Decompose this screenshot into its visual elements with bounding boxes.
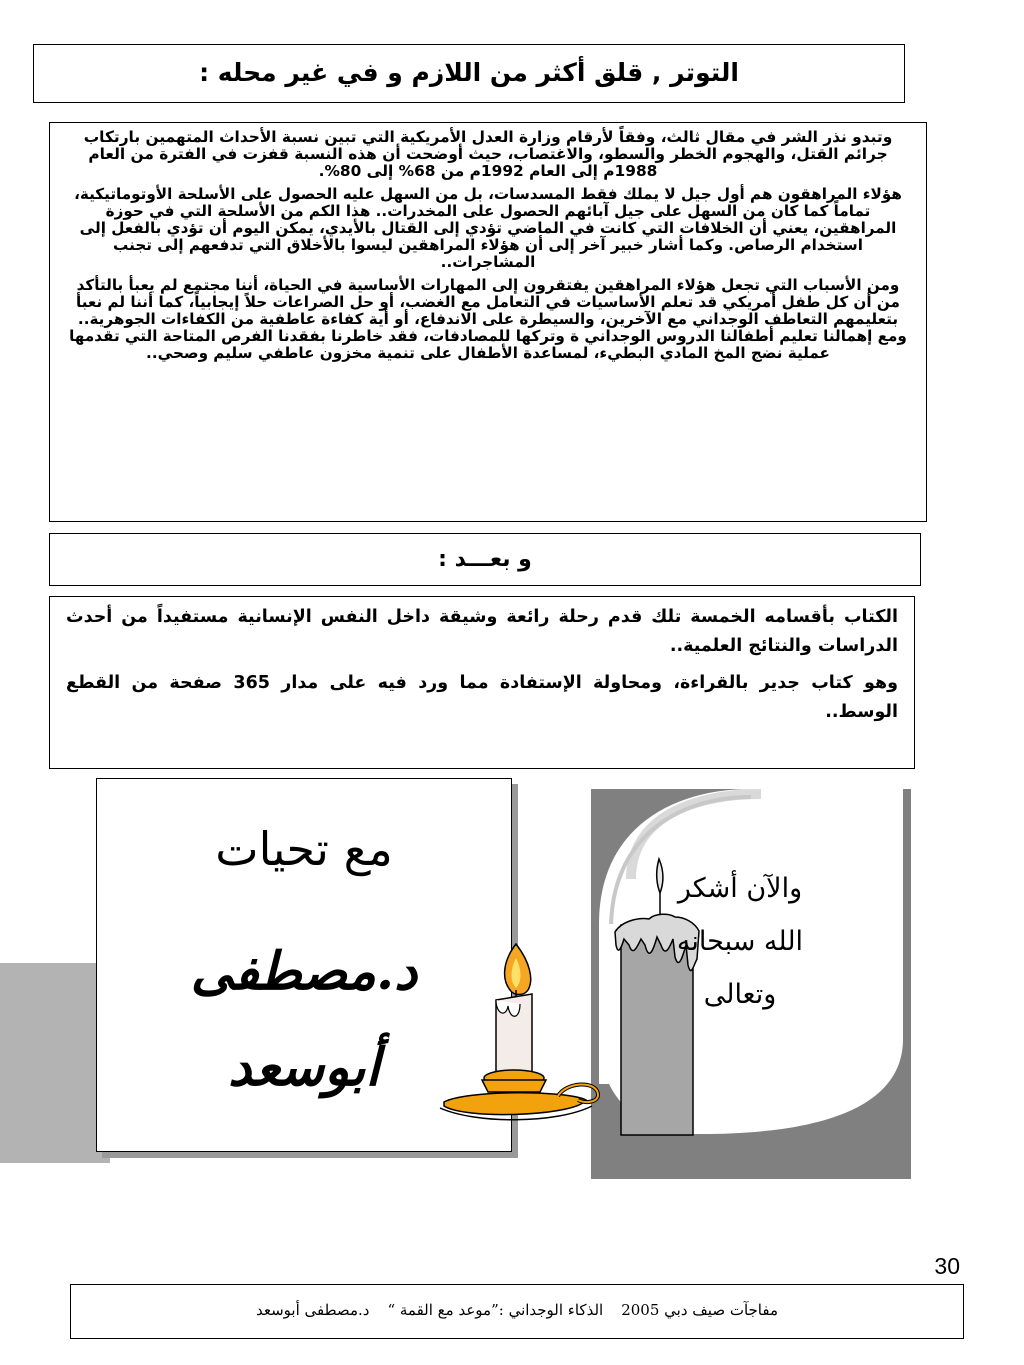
- page-number: 30: [934, 1253, 960, 1279]
- greeting-name-line-1: د.مصطفى: [190, 941, 418, 1002]
- footer-part-1: مفاجآت صيف دبي 2005: [621, 1301, 778, 1319]
- title-box: [33, 44, 905, 103]
- footer-part-3: د.مصطفى أبوسعد: [256, 1301, 370, 1319]
- article-paragraph-3: ومن الأسباب التي تجعل هؤلاء المراهقين يفتقرون إلى المهارات الأساسية في الحياة، أننا مجتمع لم يعبأ بالتأكد من أن كل طفل أمريكي قد تعلم الأساسيات في التعامل مع الغضب، أو حل الصراعات حلاً إيجابياً، كما أننا لم نعبأ بتعليمهم التعاطف الوجداني مع الآخرين، والسيطرة على الاندفاع، أو أية كفاءة عاطفية من الكفاءات الجوهرية.. ومع إهمالنا تعليم أطفالنا الدروس الوجداني ة وتركها للمصادفات، فقد خاطرنا بفقدنا الفرص المتاحة التي تقدمها عملية نضج المخ المادي البطيء، لمساعدة الأطفال على تنمية مخزون عاطفي سليم وصحي..: [69, 276, 907, 362]
- greeting-name-line-2: أبوسعد: [228, 1037, 380, 1098]
- footer-text: [71, 1298, 963, 1322]
- page-title: التوتر , قلق أكثر من اللازم و في غير محله :: [199, 58, 739, 87]
- section-heading: و بعـــد :: [438, 547, 532, 572]
- footer-box: [70, 1284, 964, 1339]
- greeting-line-1: مع تحيات: [215, 822, 393, 876]
- section-heading-box: [49, 533, 921, 586]
- thanks-line-1: والآن أشكر: [677, 873, 803, 904]
- thanks-text: [640, 862, 840, 1021]
- summary-paragraph-2: وهو كتاب جدير بالقراءة، ومحاولة الإستفادة مما ورد فيه على مدار 365 صفحة من القطع الوسط..: [66, 673, 898, 722]
- thanks-line-2: الله سبحانه: [676, 926, 804, 957]
- summary-box: [49, 596, 915, 769]
- candle-holder-icon: [436, 940, 606, 1130]
- article-box: [49, 122, 927, 522]
- footer-part-2: الذكاء الوجداني :”موعد مع القمة “: [387, 1301, 604, 1319]
- article-paragraph-1: وتبدو نذر الشر في مقال ثالث، وفقاً لأرقام وزارة العدل الأمريكية التي تبين نسبة الأحداث المتهمين بارتكاب جرائم القتل، والهجوم الخطر والسطو، والاغتصاب، حيث أوضحت أن هذه النسبة قفزت في الفترة من العام 1988م إلى العام 1992م من 68% إلى 80%.: [83, 128, 893, 180]
- decorative-gray-triangle: [0, 963, 110, 1163]
- thanks-line-3: وتعالى: [703, 979, 777, 1010]
- summary-paragraph-1: الكتاب بأقسامه الخمسة تلك قدم رحلة رائعة وشيقة داخل النفس الإنسانية مستفيداً من أحدث الدراسات والنتائج العلمية..: [66, 607, 898, 656]
- article-paragraph-2: هؤلاء المراهقون هم أول جيل لا يملك فقط المسدسات، بل من السهل عليه الحصول على الأسلحة الأوتوماتيكية، تماماً كما كان من السهل على جيل آبائهم الحصول على المخدرات.. هذا الكم من الأسلحة التي في حوزة المراهقين، يعني أن الخلافات التي كانت في الماضي تؤدي إلى القتال بالأيدي، يمكن اليوم أن تؤدي بالفعل إلى استخدام الرصاص. وكما أشار خبير آخر إلى أن هؤلاء المراهقين ليسوا بالأخلاق التي تدفعهم إلى تجنب المشاجرات..: [74, 185, 902, 271]
